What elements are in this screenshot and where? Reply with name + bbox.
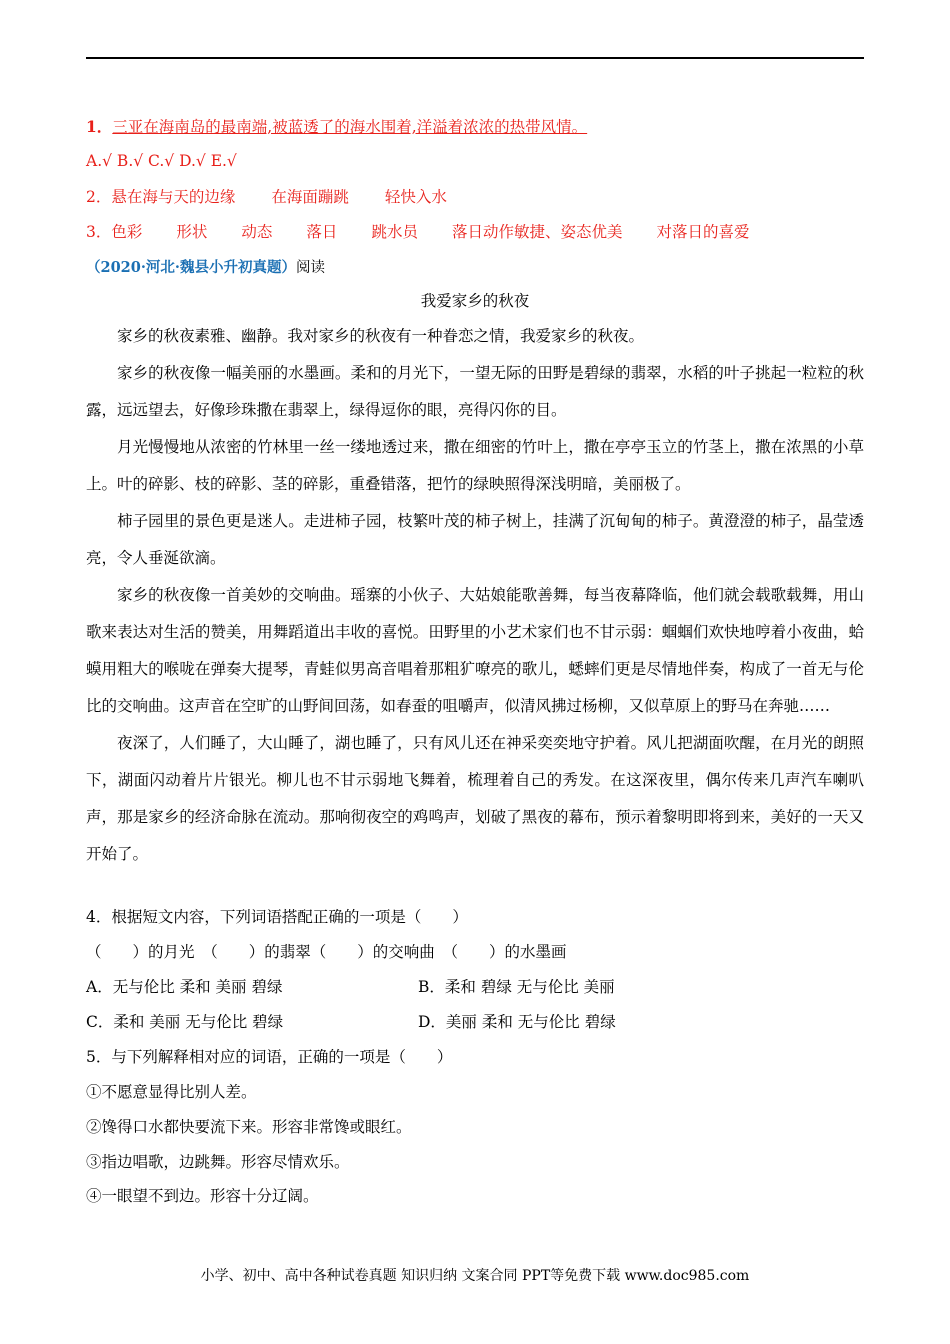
question-5-item: ④一眼望不到边。形容十分辽阔。 — [86, 1187, 319, 1205]
answer-3-item: 色彩 — [111, 223, 143, 241]
article-paragraph: 家乡的秋夜像一首美妙的交响曲。瑶寨的小伙子、大姑娘能歌善舞，每当夜幕降临，他们就会载歌载舞，用山歌来表达对生活的赞美，用舞蹈道出丰收的喜悦。田野里的小艺术家们也不甘示弱：蝈蝈们欢快地哼着小夜曲，蛤蟆用粗大的喉咙在弹奏大提琴，青蛙似男高音唱着那粗犷嘹亮的歌儿，蟋蟀们更是尽情地伴奏，构成了一首无与伦比的交响曲。这声音在空旷的山野间回荡，如春蚕的咀嚼声，似清风拂过杨柳，又似草原上的野马在奔驰…… — [86, 586, 864, 715]
page-footer: 小学、初中、高中各种试卷真题 知识归纳 文案合同 PPT等免费下载 www.doc985.com — [200, 1268, 750, 1284]
answer-3-item: 落日动作敏捷、姿态优美 — [451, 223, 623, 241]
answer-3-item: 形状 — [176, 223, 208, 241]
source-line — [86, 257, 325, 279]
answer-3-item: 对落日的喜爱 — [656, 223, 750, 241]
answer-3-number: 3． — [86, 223, 112, 241]
question-4-option-d: D．美丽 柔和 无与伦比 碧绿 — [418, 1013, 616, 1031]
answer-3-item: 跳水员 — [371, 223, 418, 241]
question-5-item: ②馋得口水都快要流下来。形容非常馋或眼红。 — [86, 1118, 412, 1136]
article-paragraph: 家乡的秋夜素雅、幽静。我对家乡的秋夜有一种眷恋之情，我爱家乡的秋夜。 — [117, 327, 645, 345]
article-title: 我爱家乡的秋夜 — [420, 292, 530, 310]
answer-2-item: 轻快入水 — [384, 188, 447, 206]
question-4-blanks: （ ）的月光 （ ）的翡翠（ ）的交响曲 （ ）的水墨画 — [86, 943, 567, 961]
answer-3 — [86, 221, 749, 243]
article-paragraph: 家乡的秋夜像一幅美丽的水墨画。柔和的月光下，一望无际的田野是碧绿的翡翠，水稻的叶子挑起一粒粒的秋露，远远望去，好像珍珠撒在翡翠上，绿得逗你的眼，亮得闪你的目。 — [86, 364, 864, 419]
answer-2 — [86, 186, 447, 208]
answer-3-item: 落日 — [306, 223, 338, 241]
question-4-option-b: B．柔和 碧绿 无与伦比 美丽 — [418, 978, 615, 996]
source-tag: （2020·河北·魏县小升初真题） — [86, 259, 296, 276]
source-label: 阅读 — [295, 260, 325, 276]
article-body — [86, 318, 864, 873]
answer-1 — [86, 116, 587, 138]
answer-1-number: 1． — [86, 117, 113, 136]
header-rule — [86, 57, 864, 59]
answer-2-number: 2． — [86, 188, 112, 206]
answer-1-options: A.√ B.√ C.√ D.√ E.√ — [86, 152, 237, 170]
answer-2-item: 悬在海与天的边缘 — [111, 188, 236, 206]
question-4-option-a: A．无与伦比 柔和 美丽 碧绿 — [86, 978, 283, 996]
question-5-stem: 5．与下列解释相对应的词语，正确的一项是（ ） — [86, 1048, 453, 1066]
question-4-option-c: C．柔和 美丽 无与伦比 碧绿 — [86, 1013, 284, 1031]
article-paragraph: 夜深了，人们睡了，大山睡了，湖也睡了，只有风儿还在神采奕奕地守护着。风儿把湖面吹醒，在月光的朗照下，湖面闪动着片片银光。柳儿也不甘示弱地飞舞着，梳理着自己的秀发。在这深夜里，偶尔传来几声汽车喇叭声，那是家乡的经济命脉在流动。那响彻夜空的鸡鸣声，划破了黑夜的幕布，预示着黎明即将到来，美好的一天又开始了。 — [86, 734, 864, 863]
answer-3-item: 动态 — [241, 223, 273, 241]
question-5-item: ①不愿意显得比别人差。 — [86, 1083, 257, 1101]
question-4-stem: 4．根据短文内容，下列词语搭配正确的一项是（ ） — [86, 908, 468, 926]
article-paragraph: 柿子园里的景色更是迷人。走进柿子园，枝繁叶茂的柿子树上，挂满了沉甸甸的柿子。黄澄澄的柿子，晶莹透亮，令人垂涎欲滴。 — [86, 512, 864, 567]
question-5-item: ③指边唱歌，边跳舞。形容尽情欢乐。 — [86, 1153, 350, 1171]
answer-1-text: 三亚在海南岛的最南端,被蓝透了的海水围着,洋溢着浓浓的热带风情。 — [112, 118, 588, 136]
article-paragraph: 月光慢慢地从浓密的竹林里一丝一缕地透过来，撒在细密的竹叶上，撒在亭亭玉立的竹茎上，撒在浓黑的小草上。叶的碎影、枝的碎影、茎的碎影，重叠错落，把竹的绿映照得深浅明暗，美丽极了。 — [86, 438, 864, 493]
answer-2-item: 在海面蹦跳 — [271, 188, 349, 206]
